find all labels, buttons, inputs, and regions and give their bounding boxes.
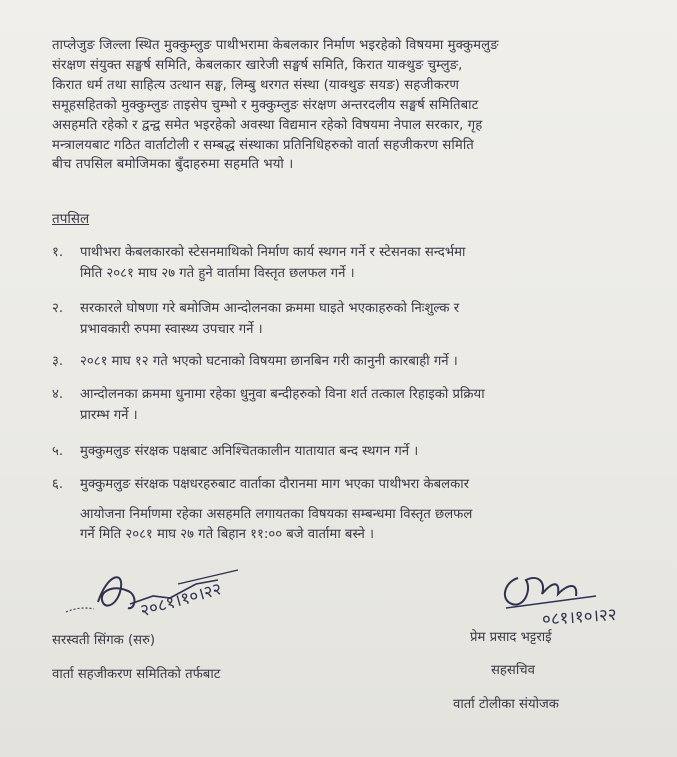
item-text-continued: प्रभावकारी रुपमा स्वास्थ्य उपचार गर्ने । (80, 321, 263, 337)
item-number: ३. (52, 354, 64, 369)
intro-paragraph (52, 36, 632, 175)
intro-line: समूहसहितको मुक्कुम्लुङ ताइसेप चुम्भो र मुक्कुम्लुङ संरक्षण अन्तरदलीय सङ्घर्ष समितिबाट (52, 97, 479, 113)
section-heading: तपसिल (52, 211, 90, 227)
item-number: २. (52, 301, 64, 316)
list-item (52, 475, 472, 546)
list-item (52, 243, 465, 284)
list-item (52, 442, 418, 463)
item-text: पाथीभरा केबलकारको स्टेसनमाथिको निर्माण कार्य स्थगन गर्ने र स्टेसनका सन्दर्भमा (80, 245, 466, 260)
signatory-right-role: वार्ता टोलीका संयोजक (453, 697, 559, 712)
list-item (52, 352, 458, 373)
signatory-left-role: वार्ता सहजीकरण समितिको तर्फबाट (52, 667, 221, 682)
item-number: ५. (52, 444, 64, 459)
item-text: सरकारले घोषणा गरे बमोजिम आन्दोलनका क्रममा घाइते भएकाहरुको निःशुल्क र (80, 301, 460, 316)
intro-line: किरात धर्म तथा साहित्य उत्थान सङ्घ, लिम्बु थरगत संस्था (याक्थुङ सयङ) सहजीकरण (52, 77, 460, 93)
signature-right (486, 560, 666, 630)
signatory-left-name: सरस्वती सिंगक (सरु) (52, 633, 156, 648)
intro-line: ताप्लेजुङ जिल्ला स्थित मुक्कुम्लुङ पाथीभरामा केबलकार निर्माण भइरहेको विषयमा मुक्कुमलुङ (52, 38, 499, 53)
signatory-right-title: सहसचिव (491, 663, 535, 678)
list-item (52, 299, 459, 340)
signature-left (58, 562, 248, 624)
item-text: मुक्कुमलुङ संरक्षक पक्षबाट अनिश्चितकालीन यातायात बन्द स्थगन गर्ने । (80, 444, 419, 459)
item-text-continued: मिति २०८१ माघ २७ गते हुने वार्तामा विस्तृत छलफल गर्ने । (80, 265, 355, 281)
item-text: २०८१ माघ १२ गते भएको घटनाको विषयमा छानबिन गरी कानुनी कारबाही गर्ने । (80, 354, 458, 369)
item-text-continued: प्रारम्भ गर्ने । (80, 407, 138, 423)
item-number: ६. (52, 477, 64, 492)
list-item (52, 385, 485, 426)
item-text: मुक्कुमलुङ संरक्षक पक्षधरहरुबाट वार्ताका दौरानमा माग भएका पाथीभरा केबलकार (80, 477, 470, 492)
item-number: ४. (52, 387, 64, 402)
intro-line: असहमति रहेको र द्वन्द्व समेत भइरहेको अवस्था विद्यमान रहेको विषयमा नेपाल सरकार, गृह (52, 117, 483, 133)
intro-line: बीच तपसिल बमोजिमका बुँदाहरुमा सहमति भयो । (52, 157, 294, 173)
intro-line: मन्त्रालयबाट गठित वार्ताटोली र सम्बद्ध संस्थाका प्रतिनिधिहरुको वार्ता सहजीकरण समिति (52, 137, 474, 153)
signature-left-date: २०८१।१०।२२ (138, 579, 225, 622)
item-text: आन्दोलनका क्रममा धुनामा रहेका धुनुवा बन्दीहरुको विना शर्त तत्काल रिहाइको प्रक्रिया (80, 387, 485, 402)
signature-right-date: ०८१।१०।२२ (541, 604, 618, 630)
intro-line: संरक्षण संयुक्त सङ्घर्ष समिति, केबलकार खारेजी सङ्घर्ष समिति, किरात याक्थुङ चुम्लुङ, (52, 57, 463, 73)
item-number: १. (52, 245, 64, 260)
item-text-continued: आयोजना निर्माणमा रहेका असहमति लगायतका विषयका सम्बन्धमा विस्तृत छलफल (80, 506, 473, 522)
signatory-right-name: प्रेम प्रसाद भट्टराई (470, 630, 552, 645)
item-text-continued: गर्ने मिति २०८१ माघ २७ गते बिहान ११:०० बजे वार्तामा बस्ने । (80, 527, 375, 542)
